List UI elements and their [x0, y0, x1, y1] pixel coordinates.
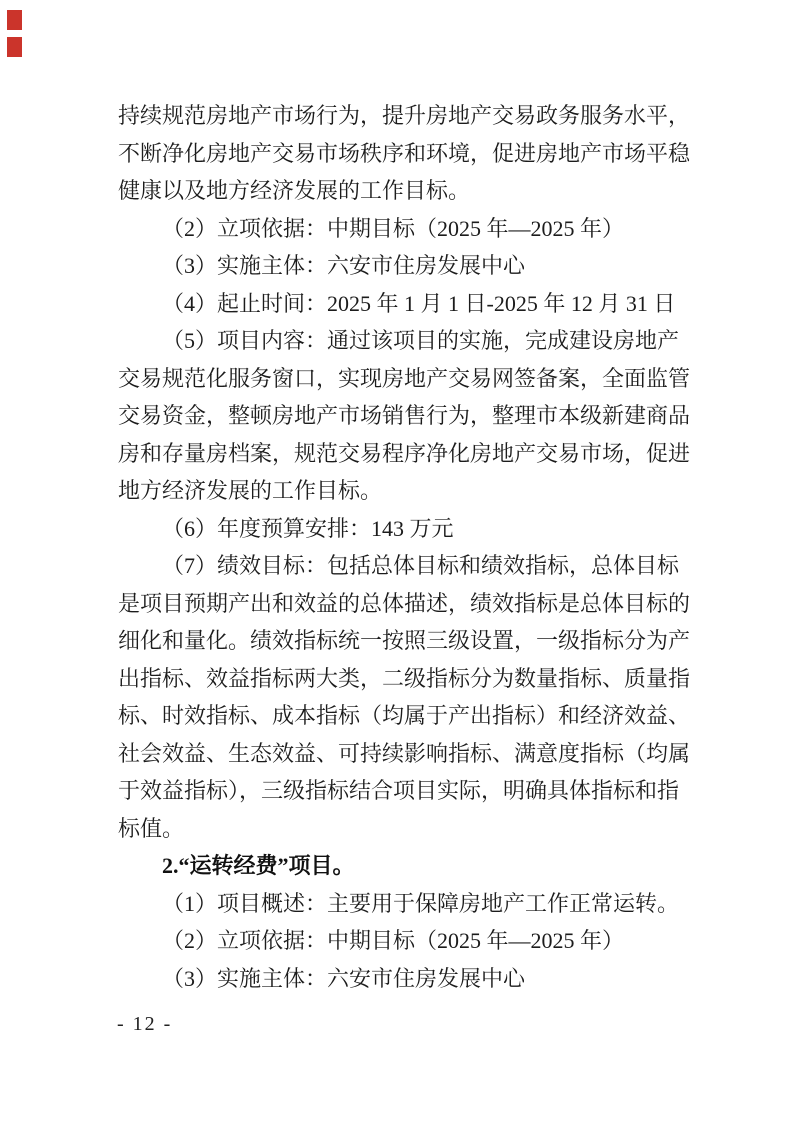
text-line: 健康以及地方经济发展的工作目标。: [118, 178, 471, 203]
text-line: 标、时效指标、成本指标（均属于产出指标）和经济效益、: [118, 703, 691, 728]
text-line: （6）年度预算安排：143 万元: [162, 515, 454, 541]
red-stamp-mark-top: [7, 10, 22, 30]
document-body: [118, 97, 696, 997]
text-line: （2）立项依据：中期目标（2025 年—2025 年）: [162, 215, 625, 241]
text-line: 标值。: [118, 815, 185, 841]
text-line: （3）实施主体：六安市住房发展中心: [162, 253, 526, 278]
text-line: 持续规范房地产市场行为，提升房地产交易政务服务水平，: [118, 103, 691, 128]
text-line: （5）项目内容：通过该项目的实施，完成建设房地产: [162, 328, 680, 353]
text-line: 社会效益、生态效益、可持续影响指标、满意度指标（均属: [118, 740, 691, 766]
text-line: （2）立项依据：中期目标（2025 年—2025 年）: [162, 928, 625, 953]
page-number: - 12 -: [117, 1013, 173, 1035]
text-line: （7）绩效目标：包括总体目标和绩效指标，总体目标: [162, 553, 680, 578]
text-line: 2.“运转经费”项目。: [162, 853, 355, 878]
text-line: 交易规范化服务窗口，实现房地产交易网签备案，全面监管: [118, 365, 691, 391]
text-line: 是项目预期产出和效益的总体描述，绩效指标是总体目标的: [118, 590, 691, 616]
stamp-marks: [7, 10, 27, 64]
text-line: （1）项目概述：主要用于保障房地产工作正常运转。: [162, 890, 680, 916]
text-line: 地方经济发展的工作目标。: [118, 478, 383, 503]
text-line: （3）实施主体：六安市住房发展中心: [162, 965, 526, 991]
text-line: 于效益指标），三级指标结合项目实际，明确具体指标和指: [118, 778, 680, 803]
text-line: 房和存量房档案，规范交易程序净化房地产交易市场，促进: [118, 440, 691, 466]
text-line: 不断净化房地产交易市场秩序和环境，促进房地产市场平稳: [118, 140, 691, 166]
text-line: 细化和量化。绩效指标统一按照三级设置，一级指标分为产: [118, 628, 691, 653]
text-line: 出指标、效益指标两大类，二级指标分为数量指标、质量指: [118, 665, 691, 691]
text-line: （4）起止时间：2025 年 1 月 1 日-2025 年 12 月 31 日: [162, 290, 676, 316]
text-line: 交易资金，整顿房地产市场销售行为，整理市本级新建商品: [118, 403, 691, 428]
red-stamp-mark-bottom: [7, 37, 22, 57]
